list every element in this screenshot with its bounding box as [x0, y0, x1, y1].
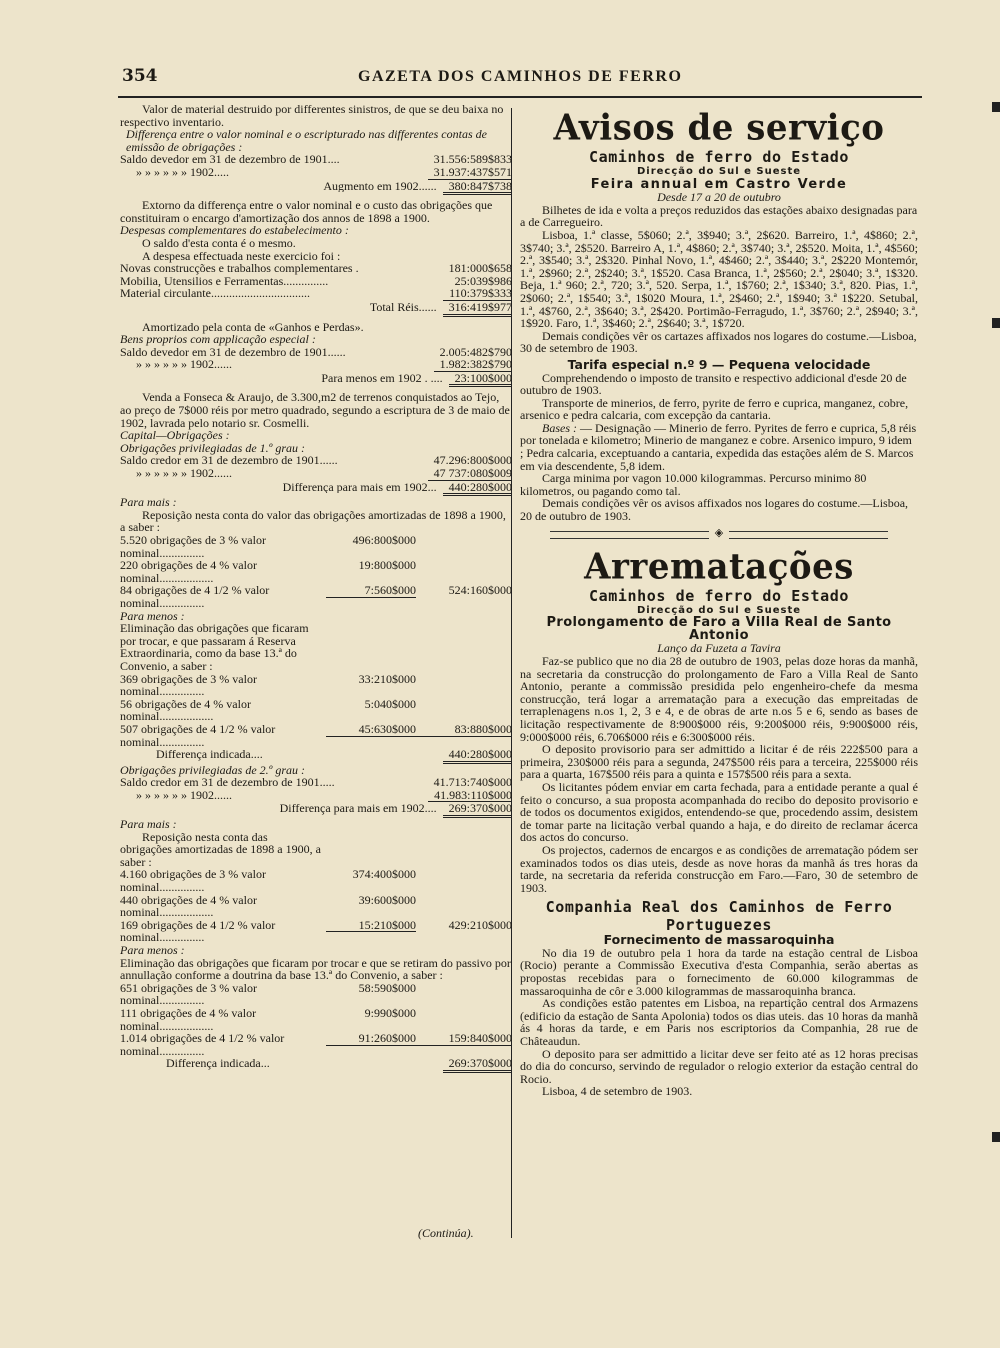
date-line: Desde 17 a 20 de outubro — [657, 190, 781, 205]
subheading: Caminhos de ferro do Estado — [588, 148, 850, 166]
section-heading: Capital—Obrigações : — [120, 428, 230, 443]
ledger-row: Saldo credor em 31 de dezembro de 1901...... 47.296:800$000 — [120, 453, 512, 468]
section-heading: Despesas complementares do estabelecimento : — [120, 223, 349, 238]
paragraph: Os projectos, cadernos de encargos e as condições de arrematação pódem ser examinados todos os dias uteis, desde as nove horas da manhã ás tres horas da tarde, na secretaria da referida construcção em Faro.—Faro, 30 de setembro de 1903. — [520, 842, 918, 895]
ledger-row: Differença indicada.... 440:280$000 — [120, 748, 512, 764]
ledger-row: 169 obrigações de 4 1/2 % valor nominal............... 15:210$000 429:210$000 — [120, 917, 512, 944]
ledger-row: 440 obrigações de 4 % valor nominal.................. 39:600$000 — [120, 892, 416, 919]
header-rule — [118, 96, 922, 98]
paragraph: No dia 19 de outubro pela 1 hora da tarde na estação central de Lisboa (Rocio) perante a Commissão Executiva d'esta Companhia, serão abertas as propostas recebidas para o fornecimento de 60.000 kilogrammas de massaroquinha de côr e 3.000 kilogrammas de massaroquinha branca. — [520, 945, 918, 998]
section-heading: Bens proprios com applicação especial : — [120, 332, 316, 347]
section-heading: Obrigações privilegiadas de 2.º grau : — [120, 762, 306, 777]
ledger-row: 651 obrigações de 3 % valor nominal............... 58:590$000 — [120, 980, 416, 1007]
left-column — [120, 103, 512, 1073]
margin-mark — [992, 1132, 1000, 1142]
section-heading: Para menos : — [120, 608, 185, 623]
ledger-row: » » » » » » 1902..... 31.937:437$571 — [136, 164, 512, 179]
section-heading: Para mais : — [120, 495, 177, 510]
running-title: GAZETA DOS CAMINHOS DE FERRO — [358, 68, 683, 85]
ornament-icon: ◈ — [709, 526, 729, 540]
ledger-row: Saldo devedor em 31 de dezembro de 1901...... 2.005:482$790 — [120, 344, 512, 359]
ledger-row: Differença para mais em 1902.... 269:370$000 — [120, 802, 512, 818]
ledger-row: » » » » » » 1902...... 1.982:382$790 — [136, 357, 512, 372]
section-title-avisos: Avisos de serviço — [553, 107, 885, 149]
paragraph: As condições estão patentes em Lisboa, na repartição central dos Armazens (edificio da estação de Santa Apolonia) todos os dias uteis. das 10 horas da manhã ás 4 horas da tarde, e em Paris nos escriptorios da Companhia, 28 rue de Châteaudun. — [520, 996, 918, 1049]
paragraph: Eliminação das obrigações que ficaram por trocar e que se retiram do passivo por annullação conforme a doutrina da base 13.ª do Convenio, a saber : — [120, 955, 511, 983]
paragraph: Valor de material destruido por differentes sinistros, de que se deu baixa no respectivo inventario. — [120, 102, 504, 129]
paragraph: Bilhetes de ida e volta a preços reduzidos das estações abaixo designadas para a de Carregueiro. — [520, 202, 918, 230]
paragraph: Lisboa, 4 de setembro de 1903. — [542, 1084, 693, 1099]
subheading: Companhia Real dos Caminhos de Ferro Portuguezes — [545, 898, 893, 935]
ledger-row: Saldo credor em 31 de dezembro de 1901..... 41.713:740$000 — [120, 775, 512, 790]
ledger-row: » » » » » » 1902...... 47 737:080$009 — [136, 466, 512, 481]
paragraph: Demais condições vêr os cartazes affixados nos logares do costume.—Lisboa, 30 de setembro de 1903. — [520, 328, 917, 356]
margin-mark — [992, 318, 1000, 328]
ornament-divider — [550, 526, 888, 539]
paragraph: Venda a Fonseca & Araujo, de 3.300,m2 de terrenos conquistados ao Tejo, ao preço de 7$000 réis por metro quadrado, segundo a escriptura de 3 de maio de 1902, lavrada pelo notario sr. Cosmelli. — [120, 390, 510, 430]
ledger-row: 5.520 obrigações de 3 % valor nominal............... 496:800$000 — [120, 533, 416, 560]
paragraph: Reposição nesta conta do valor das obrigações amortizadas de 1898 a 1900, a saber : — [120, 507, 506, 535]
ledger-row: Para menos em 1902 . .... 23:100$000 — [120, 372, 512, 388]
paragraph: O deposito provisorio para ser admittido a licitar é de réis 222$500 para a primeira, 230$000 réis para a segunda, 247$500 réis para a terceira, 225$000 réis para a quarta, 167$500 réis para a quinta e 157$500 réis para a sexta. — [520, 742, 918, 782]
ledger-row: » » » » » » 1902...... 41.983:110$000 — [136, 787, 512, 802]
paragraph: Faz-se publico que no dia 28 de outubro de 1903, pelas doze horas da manhã, na secretaria da construcção do prolongamento de Faro a Villa Real de Santo Antonio, perante a commissão presidida pelo engenheiro-chefe da mesma construcção, terá logar a arrematação para a execução das empreitadas de terraplenagens n.os 1, 2, 3 e 4, e de obras de arte n.os 5 e 6, sendo as bases de licitação respectivamente de 8:900$000 réis, 9:200$000 réis, 9:900$000 réis, 9:000$000 réis, 6.706$000 réis e 6:300$000 réis. — [520, 654, 918, 744]
paragraph: Reposição nesta conta das obrigações amortizadas de 1898 a 1900, a saber : — [120, 829, 321, 869]
ledger-row: 56 obrigações de 4 % valor nominal.................. 5:040$000 — [120, 696, 416, 723]
paragraph: Carga minima por vagon 10.000 kilogrammas. Percurso minimo 80 kilometros, ou pagando como tal. — [520, 471, 867, 498]
ledger-row: 4.160 obrigações de 3 % valor nominal............... 374:400$000 — [120, 867, 416, 894]
ledger-row: Differença indicada... 269:370$000 — [120, 1057, 512, 1073]
notice-heading: Prolongamento de Faro a Villa Real de Santo Antonio — [546, 615, 892, 643]
ledger-row: 507 obrigações de 4 1/2 % valor nominal............... 45:630$000 83:880$000 — [120, 721, 512, 749]
paragraph: Transporte de minerios, de ferro, pyrite de ferro e cuprica, manganez, cobre, arsenico e pedra calcaria, com excepção da cantaria. — [520, 395, 909, 423]
ledger-row: Total Réis...... 316:419$977 — [120, 301, 512, 317]
ledger-row: Material circulante................................. 110:379$333 — [120, 286, 512, 301]
ledger-row: 111 obrigações de 4 % valor nominal.................. 9:990$000 — [120, 1005, 416, 1033]
ledger-row: Saldo devedor em 31 de dezembro de 1901.... 31.556:589$833 — [120, 152, 512, 167]
section-heading: Para menos : — [120, 943, 185, 957]
paragraph: O saldo d'esta conta é o mesmo. — [142, 235, 296, 250]
ledger-row: 84 obrigações de 4 1/2 % valor nominal............... 7:560$000 524:160$000 — [120, 583, 512, 610]
page-header — [118, 62, 924, 98]
ledger-row: Mobilia, Utensilios e Ferramentas............... 25:039$986 — [120, 273, 512, 288]
notice-heading: Tarifa especial n.º 9 — Pequena velocidade — [567, 356, 871, 372]
section-heading: Para mais : — [120, 817, 177, 832]
paragraph: Amortizado pela conta de «Ganhos e Perdas». — [142, 319, 364, 334]
paragraph: Extorno da differença entre o valor nominal e o custo das obrigações que constituiram o encargo d'amortização dos annos de 1898 a 1900. — [120, 198, 493, 225]
notice-heading: Feira annual em Castro Verde — [590, 176, 848, 192]
date-line: Lanço da Fuzeta a Tavira — [657, 641, 781, 656]
direction-line: Direcção do Sul e Sueste — [636, 604, 802, 616]
page-number: 354 — [122, 66, 158, 86]
ledger-row: 369 obrigações de 3 % valor nominal............... 33:210$000 — [120, 671, 416, 698]
ledger-row: Differença para mais em 1902... 440:280$000 — [120, 481, 512, 497]
paragraph: A despesa effectuada neste exercicio foi : — [142, 248, 341, 263]
right-column — [520, 108, 918, 1098]
paragraph: Comprehendendo o imposto de transito e respectivo addicional d'esde 20 de outubro de 1903. — [520, 370, 907, 398]
paragraph: Bases : — Designação — Minerio de ferro. Pyrites de ferro e cuprica, 5,8 réis por tonelada e kilometro; Minerio de manganez e cobre. Arsenico impuro, 9 idem ; Pedra calcaria, exceptuando a cantaria, expedida das estações além de S. Marcos em via descendente, 5,8 idem. — [520, 420, 917, 473]
continued-note: (Continúa). — [418, 1226, 474, 1240]
subheading: Caminhos de ferro do Estado — [588, 586, 850, 605]
direction-line: Direcção do Sul e Sueste — [636, 166, 802, 177]
ledger-row: Augmento em 1902...... 380:847$738 — [120, 180, 512, 196]
ledger-row: 220 obrigações de 4 % valor nominal.................. 19:800$000 — [120, 558, 416, 585]
section-heading: Obrigações privilegiadas de 1.º grau : — [120, 440, 306, 455]
paragraph: Demais condições vêr os avisos affixados nos logares do costume.—Lisboa, 20 de outubro de 1903. — [520, 496, 909, 524]
paragraph: Eliminação das obrigações que ficaram por trocar, e que passaram á Reserva Extraordinaria, como da base 13.ª do Convenio, a saber : — [120, 621, 309, 673]
ledger-row: 1.014 obrigações de 4 1/2 % valor nominal............... 91:260$000 159:840$000 — [120, 1031, 512, 1058]
paragraph: O deposito para ser admittido a licitar deve ser feito até as 12 horas precisas do dia do concurso, servindo de regulador o relogio exterior da estação central do Rocio. — [520, 1046, 918, 1086]
section-title-arrematacoes: Arrematações — [584, 545, 854, 588]
ledger-row: Novas construcções e trabalhos complementares . 181:000$658 — [120, 261, 512, 276]
paragraph: Os licitantes pódem enviar em carta fechada, para a entidade perante a qual é feito o concurso, a sua proposta acompanhada do recibo do deposito provisorio e de todos os documentos exigidos, entendendo-se que, procedendo assim, desistem de tomar parte na licitação verbal quando a haja, e do direito de reclamar ácerca dos actos do concurso. — [520, 779, 918, 845]
margin-mark — [992, 102, 1000, 112]
section-heading: Differença entre o valor nominal e o escripturado nas differentes contas de emissão de obrigações : — [126, 127, 487, 154]
notice-heading: Fornecimento de massaroquinha — [603, 932, 835, 948]
paragraph: Lisboa, 1.ª classe, 5$060; 2.ª, 3$940; 3.ª, 2$620. Barreiro, 1.ª, 4$860; 2.ª, 3$740; 3.ª, 2$520. Barreiro A, 1.ª, 4$860; 2.ª, 3$740; 3.ª, 2$520. Moita, 1.ª, 4$560; 2.ª, 3$540; 3.ª, 2$320. Pinhal Novo, 1.ª, 4$460; 2.ª, 3$440; 3.ª, 2$220 Montemór, 1.ª, 2$960; 2.ª, 2$240; 3.ª, 1$520. Casa Branca, 1.ª, 2$560; 2.ª, 2$040; 3.ª, 1$320. Beja, 1.ª 960; 2.ª, 720; 3.ª, 520. Serpa, 1.ª, 1$760; 2.ª, 1$340; 3.ª, 820. Pias, 1.ª, 2$060; 2.ª, 1$540; 3.ª, 1$020 Moura, 1.ª, 2$460; 2.ª, 1$940; 3.ª 1$220. Setubal, 1.ª, 4$760, 2.ª, 3$640; 3.ª, 2$420. Portimão-Ferragudo, 1.ª, 3$760; 2.ª, 2$940; 3.ª, 1$920. Faro, 1.ª, 3$460; 2.ª, 2$640; 3.ª, 1$720. — [520, 227, 918, 331]
